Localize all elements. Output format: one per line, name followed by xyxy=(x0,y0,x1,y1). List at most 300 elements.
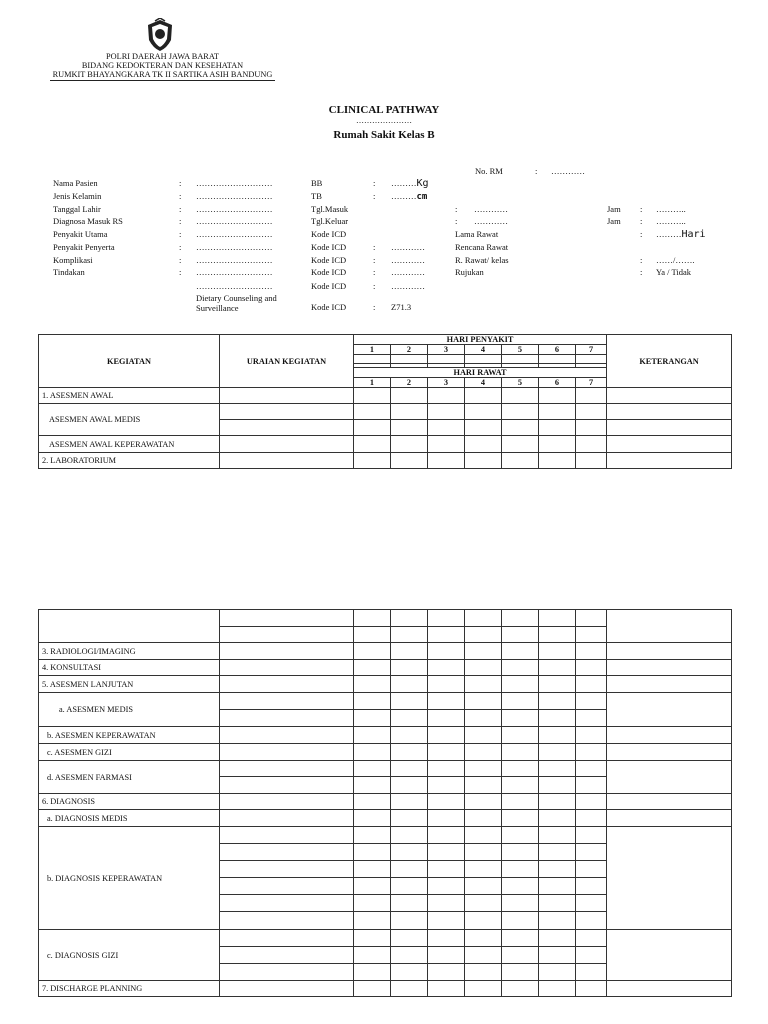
cell[interactable] xyxy=(391,777,428,794)
cell[interactable] xyxy=(539,761,576,777)
cell[interactable] xyxy=(539,660,576,676)
cell[interactable] xyxy=(391,388,428,404)
field-tb[interactable]: ………cm xyxy=(391,191,428,202)
cell[interactable] xyxy=(220,643,354,660)
cell[interactable] xyxy=(607,981,732,997)
cell[interactable] xyxy=(607,810,732,827)
cell[interactable] xyxy=(502,861,539,878)
field-bb[interactable]: ………Kg xyxy=(391,178,429,189)
cell[interactable] xyxy=(354,693,391,710)
cell[interactable] xyxy=(465,744,502,761)
colon: : xyxy=(373,178,376,188)
row-diagnosis: 6. DIAGNOSIS xyxy=(39,794,220,810)
header-line-3: RUMKIT BHAYANGKARA TK II SARTIKA ASIH BANDUNG xyxy=(50,70,275,81)
col-uraian-header: URAIAN KEGIATAN xyxy=(220,335,354,388)
cell[interactable] xyxy=(391,676,428,693)
cell[interactable] xyxy=(391,930,428,947)
cell[interactable] xyxy=(576,676,607,693)
cell[interactable] xyxy=(354,761,391,777)
cell[interactable] xyxy=(465,761,502,777)
cell[interactable] xyxy=(220,676,354,693)
day-header: 4 xyxy=(465,345,502,355)
cell[interactable] xyxy=(220,420,354,436)
cell[interactable] xyxy=(576,643,607,660)
cell[interactable] xyxy=(465,693,502,710)
cell[interactable] xyxy=(502,643,539,660)
cell[interactable] xyxy=(354,710,391,727)
cell[interactable] xyxy=(428,930,465,947)
cell[interactable] xyxy=(465,930,502,947)
cell[interactable] xyxy=(576,727,607,744)
field-icd-extra[interactable]: ………… xyxy=(391,281,425,291)
cell[interactable] xyxy=(465,895,502,912)
cell[interactable] xyxy=(539,844,576,861)
cell[interactable] xyxy=(428,388,465,404)
cell[interactable] xyxy=(391,844,428,861)
label-tb: TB xyxy=(311,191,322,201)
cell[interactable] xyxy=(220,744,354,761)
day-header: 5 xyxy=(502,378,539,388)
cell[interactable] xyxy=(502,895,539,912)
cell[interactable] xyxy=(576,453,607,469)
cell[interactable] xyxy=(539,861,576,878)
cell[interactable] xyxy=(576,912,607,930)
cell[interactable] xyxy=(428,627,465,643)
cell[interactable] xyxy=(539,878,576,895)
cell[interactable] xyxy=(428,710,465,727)
cell[interactable] xyxy=(428,676,465,693)
row-diagnosis-keperawatan: b. DIAGNOSIS KEPERAWATAN xyxy=(39,827,220,930)
cell[interactable] xyxy=(391,895,428,912)
cell[interactable] xyxy=(576,878,607,895)
field-diagnosa-masuk[interactable]: ……………………… xyxy=(196,216,273,226)
cell[interactable] xyxy=(576,693,607,710)
cell[interactable] xyxy=(354,388,391,404)
cell[interactable] xyxy=(465,643,502,660)
cell[interactable] xyxy=(220,627,354,643)
field-penyakit-utama[interactable]: ……………………… xyxy=(196,229,273,239)
day-header: 4 xyxy=(465,378,502,388)
cell[interactable] xyxy=(220,693,354,710)
day-header: 6 xyxy=(539,378,576,388)
cell[interactable] xyxy=(607,676,732,693)
cell[interactable] xyxy=(354,643,391,660)
cell[interactable] xyxy=(428,861,465,878)
cell[interactable] xyxy=(354,453,391,469)
cell[interactable] xyxy=(502,436,539,453)
cell[interactable] xyxy=(465,810,502,827)
cell[interactable] xyxy=(607,827,732,930)
field-tindakan[interactable]: ……………………… xyxy=(196,267,273,277)
field-rujukan[interactable]: Ya / Tidak xyxy=(656,267,692,277)
field-jenis-kelamin[interactable]: ……………………… xyxy=(196,191,273,201)
cell[interactable] xyxy=(576,388,607,404)
cell[interactable] xyxy=(220,844,354,861)
cell[interactable] xyxy=(576,810,607,827)
pathway-table-1 xyxy=(38,334,732,469)
field-lama-rawat[interactable]: ………Hari xyxy=(656,229,706,240)
cell[interactable] xyxy=(220,761,354,777)
cell[interactable] xyxy=(539,420,576,436)
cell[interactable] xyxy=(465,710,502,727)
cell[interactable] xyxy=(576,355,607,364)
no-rm-value[interactable]: ………… xyxy=(551,166,585,176)
cell[interactable] xyxy=(465,676,502,693)
cell[interactable] xyxy=(576,861,607,878)
colon: : xyxy=(179,204,182,214)
cell[interactable] xyxy=(391,710,428,727)
cell[interactable] xyxy=(428,727,465,744)
cell[interactable] xyxy=(220,710,354,727)
cell[interactable] xyxy=(220,404,354,420)
cell[interactable] xyxy=(502,827,539,844)
cell[interactable] xyxy=(607,727,732,744)
cell[interactable] xyxy=(502,388,539,404)
cell[interactable] xyxy=(502,420,539,436)
cell[interactable] xyxy=(220,861,354,878)
cell[interactable] xyxy=(220,964,354,981)
cell[interactable] xyxy=(391,727,428,744)
cell[interactable] xyxy=(502,930,539,947)
cell xyxy=(39,610,220,643)
cell[interactable] xyxy=(220,810,354,827)
cell[interactable] xyxy=(607,610,732,643)
cell[interactable] xyxy=(465,660,502,676)
cell[interactable] xyxy=(576,710,607,727)
cell[interactable] xyxy=(220,878,354,895)
cell[interactable] xyxy=(465,947,502,964)
cell[interactable] xyxy=(607,744,732,761)
cell[interactable] xyxy=(428,693,465,710)
cell[interactable] xyxy=(576,827,607,844)
cell[interactable] xyxy=(465,420,502,436)
field-komplikasi[interactable]: ……………………… xyxy=(196,255,273,265)
cell[interactable] xyxy=(428,643,465,660)
cell[interactable] xyxy=(607,930,732,981)
cell[interactable] xyxy=(502,676,539,693)
cell[interactable] xyxy=(539,710,576,727)
cell[interactable] xyxy=(391,981,428,997)
cell[interactable] xyxy=(576,627,607,643)
cell[interactable] xyxy=(465,436,502,453)
cell[interactable] xyxy=(502,404,539,420)
cell[interactable] xyxy=(465,404,502,420)
cell[interactable] xyxy=(502,710,539,727)
cell[interactable] xyxy=(354,844,391,861)
cell[interactable] xyxy=(220,777,354,794)
cell[interactable] xyxy=(391,453,428,469)
cell[interactable] xyxy=(428,981,465,997)
cell[interactable] xyxy=(354,676,391,693)
cell[interactable] xyxy=(465,610,502,627)
cell[interactable] xyxy=(539,388,576,404)
cell[interactable] xyxy=(428,404,465,420)
cell[interactable] xyxy=(391,693,428,710)
cell[interactable] xyxy=(502,777,539,794)
cell[interactable] xyxy=(539,404,576,420)
cell[interactable] xyxy=(539,981,576,997)
cell[interactable] xyxy=(354,810,391,827)
row-asesmen-medis: a. ASESMEN MEDIS xyxy=(39,693,220,727)
cell[interactable] xyxy=(354,420,391,436)
cell[interactable] xyxy=(576,930,607,947)
cell[interactable] xyxy=(391,660,428,676)
cell[interactable] xyxy=(354,610,391,627)
cell[interactable] xyxy=(539,355,576,364)
cell[interactable] xyxy=(607,643,732,660)
cell[interactable] xyxy=(576,761,607,777)
cell[interactable] xyxy=(428,453,465,469)
cell[interactable] xyxy=(220,660,354,676)
cell[interactable] xyxy=(428,777,465,794)
cell[interactable] xyxy=(428,420,465,436)
cell[interactable] xyxy=(465,794,502,810)
cell[interactable] xyxy=(607,436,732,453)
cell[interactable] xyxy=(576,436,607,453)
cell[interactable] xyxy=(502,693,539,710)
cell[interactable] xyxy=(391,436,428,453)
cell[interactable] xyxy=(502,878,539,895)
cell[interactable] xyxy=(220,794,354,810)
cell[interactable] xyxy=(428,810,465,827)
cell[interactable] xyxy=(391,861,428,878)
cell[interactable] xyxy=(428,844,465,861)
cell[interactable] xyxy=(539,744,576,761)
cell[interactable] xyxy=(576,744,607,761)
cell[interactable] xyxy=(391,794,428,810)
cell[interactable] xyxy=(354,436,391,453)
cell[interactable] xyxy=(502,660,539,676)
cell[interactable] xyxy=(391,964,428,981)
cell[interactable] xyxy=(502,794,539,810)
cell[interactable] xyxy=(502,610,539,627)
cell[interactable] xyxy=(220,610,354,627)
cell[interactable] xyxy=(502,744,539,761)
cell[interactable] xyxy=(502,912,539,930)
cell[interactable] xyxy=(576,404,607,420)
cell[interactable] xyxy=(539,827,576,844)
cell[interactable] xyxy=(428,744,465,761)
cell[interactable] xyxy=(539,453,576,469)
cell[interactable] xyxy=(465,627,502,643)
cell[interactable] xyxy=(354,964,391,981)
label-jenis-kelamin: Jenis Kelamin xyxy=(53,191,102,201)
cell[interactable] xyxy=(428,964,465,981)
cell[interactable] xyxy=(220,895,354,912)
field-tanggal-lahir[interactable]: ……………………… xyxy=(196,204,273,214)
cell[interactable] xyxy=(607,404,732,420)
cell[interactable] xyxy=(539,794,576,810)
cell[interactable] xyxy=(354,981,391,997)
cell[interactable] xyxy=(539,727,576,744)
cell[interactable] xyxy=(391,643,428,660)
cell[interactable] xyxy=(354,861,391,878)
cell[interactable] xyxy=(465,727,502,744)
cell[interactable] xyxy=(428,794,465,810)
cell[interactable] xyxy=(576,895,607,912)
cell[interactable] xyxy=(428,761,465,777)
cell[interactable] xyxy=(502,964,539,981)
cell[interactable] xyxy=(465,388,502,404)
cell[interactable] xyxy=(220,827,354,844)
cell[interactable] xyxy=(354,930,391,947)
cell[interactable] xyxy=(502,453,539,469)
cell[interactable] xyxy=(428,660,465,676)
cell[interactable] xyxy=(465,964,502,981)
cell[interactable] xyxy=(391,947,428,964)
cell[interactable] xyxy=(465,827,502,844)
cell[interactable] xyxy=(502,810,539,827)
cell[interactable] xyxy=(465,777,502,794)
cell[interactable] xyxy=(576,660,607,676)
cell[interactable] xyxy=(607,420,732,436)
cell[interactable] xyxy=(220,436,354,453)
bb-unit: Kg xyxy=(416,178,429,189)
cell[interactable] xyxy=(391,912,428,930)
cell[interactable] xyxy=(539,693,576,710)
cell[interactable] xyxy=(502,947,539,964)
label-tgl-masuk: Tgl.Masuk xyxy=(311,204,349,214)
cell[interactable] xyxy=(539,436,576,453)
cell[interactable] xyxy=(428,827,465,844)
cell[interactable] xyxy=(607,453,732,469)
cell[interactable] xyxy=(607,794,732,810)
cell[interactable] xyxy=(465,355,502,364)
cell[interactable] xyxy=(220,388,354,404)
cell[interactable] xyxy=(465,981,502,997)
cell[interactable] xyxy=(354,794,391,810)
cell[interactable] xyxy=(539,947,576,964)
cell[interactable] xyxy=(391,878,428,895)
cell[interactable] xyxy=(539,643,576,660)
header-line-1: POLRI DAERAH JAWA BARAT xyxy=(106,52,219,61)
cell[interactable] xyxy=(428,355,465,364)
cell[interactable] xyxy=(354,660,391,676)
cell[interactable] xyxy=(354,727,391,744)
cell[interactable] xyxy=(576,420,607,436)
cell[interactable] xyxy=(391,627,428,643)
cell[interactable] xyxy=(465,861,502,878)
cell[interactable] xyxy=(502,761,539,777)
cell[interactable] xyxy=(354,404,391,420)
cell[interactable] xyxy=(428,912,465,930)
cell[interactable] xyxy=(465,453,502,469)
colon: : xyxy=(373,242,376,252)
cell[interactable] xyxy=(502,727,539,744)
field-icd-komplikasi[interactable]: ………… xyxy=(391,255,425,265)
cell[interactable] xyxy=(576,844,607,861)
document-subtitle: Rumah Sakit Kelas B xyxy=(333,129,435,141)
cell[interactable] xyxy=(539,930,576,947)
cell[interactable] xyxy=(502,981,539,997)
cell[interactable] xyxy=(539,964,576,981)
field-ruang-kelas[interactable]: ……/……. xyxy=(656,255,695,265)
field-tgl-keluar[interactable]: ………… xyxy=(474,216,508,226)
field-jam-keluar[interactable]: ……….. xyxy=(656,216,686,226)
cell[interactable] xyxy=(354,912,391,930)
field-icd-dietary: Z71.3 xyxy=(391,302,412,312)
cell[interactable] xyxy=(465,912,502,930)
cell[interactable] xyxy=(576,777,607,794)
field-jam-masuk[interactable]: ……….. xyxy=(656,204,686,214)
cell[interactable] xyxy=(354,947,391,964)
cell[interactable] xyxy=(391,355,428,364)
cell[interactable] xyxy=(428,436,465,453)
cell[interactable] xyxy=(502,844,539,861)
cell[interactable] xyxy=(539,895,576,912)
cell[interactable] xyxy=(502,355,539,364)
cell[interactable] xyxy=(391,810,428,827)
cell[interactable] xyxy=(354,878,391,895)
cell[interactable] xyxy=(428,947,465,964)
cell[interactable] xyxy=(220,930,354,947)
cell[interactable] xyxy=(391,420,428,436)
cell[interactable] xyxy=(607,693,732,727)
cell[interactable] xyxy=(576,981,607,997)
cell[interactable] xyxy=(539,676,576,693)
colon: : xyxy=(179,191,182,201)
cell[interactable] xyxy=(428,610,465,627)
cell[interactable] xyxy=(428,878,465,895)
cell[interactable] xyxy=(391,610,428,627)
cell[interactable] xyxy=(539,627,576,643)
colon: : xyxy=(179,255,182,265)
cell[interactable] xyxy=(465,844,502,861)
field-nama-pasien[interactable]: ……………………… xyxy=(196,178,273,188)
cell[interactable] xyxy=(539,777,576,794)
cell[interactable] xyxy=(539,610,576,627)
cell[interactable] xyxy=(391,404,428,420)
row-konsultasi: 4. KONSULTASI xyxy=(39,660,220,676)
row-asesmen-lanjutan: 5. ASESMEN LANJUTAN xyxy=(39,676,220,693)
cell[interactable] xyxy=(428,895,465,912)
cell[interactable] xyxy=(502,627,539,643)
cell[interactable] xyxy=(539,912,576,930)
field-penyakit-penyerta[interactable]: ……………………… xyxy=(196,242,273,252)
cell[interactable] xyxy=(391,744,428,761)
cell[interactable] xyxy=(576,964,607,981)
cell[interactable] xyxy=(539,810,576,827)
cell[interactable] xyxy=(354,777,391,794)
cell[interactable] xyxy=(220,912,354,930)
field-tindakan-extra[interactable]: ……………………… xyxy=(196,281,273,291)
cell[interactable] xyxy=(465,878,502,895)
label-ruang-rawat-kelas: R. Rawat/ kelas xyxy=(455,255,509,265)
cell[interactable] xyxy=(354,827,391,844)
label-bb: BB xyxy=(311,178,323,188)
cell[interactable] xyxy=(354,627,391,643)
field-tgl-masuk[interactable]: ………… xyxy=(474,204,508,214)
cell[interactable] xyxy=(220,453,354,469)
cell[interactable] xyxy=(607,660,732,676)
cell[interactable] xyxy=(354,895,391,912)
cell[interactable] xyxy=(220,981,354,997)
cell[interactable] xyxy=(220,727,354,744)
cell[interactable] xyxy=(576,947,607,964)
field-icd-tindakan[interactable]: ………… xyxy=(391,267,425,277)
cell[interactable] xyxy=(607,761,732,794)
field-icd-penyerta[interactable]: ………… xyxy=(391,242,425,252)
cell[interactable] xyxy=(354,744,391,761)
cell[interactable] xyxy=(354,355,391,364)
cell[interactable] xyxy=(220,947,354,964)
cell[interactable] xyxy=(576,610,607,627)
cell[interactable] xyxy=(391,761,428,777)
cell[interactable] xyxy=(576,794,607,810)
cell[interactable] xyxy=(391,827,428,844)
title-dots: ………………… xyxy=(356,116,412,125)
cell[interactable] xyxy=(607,388,732,404)
